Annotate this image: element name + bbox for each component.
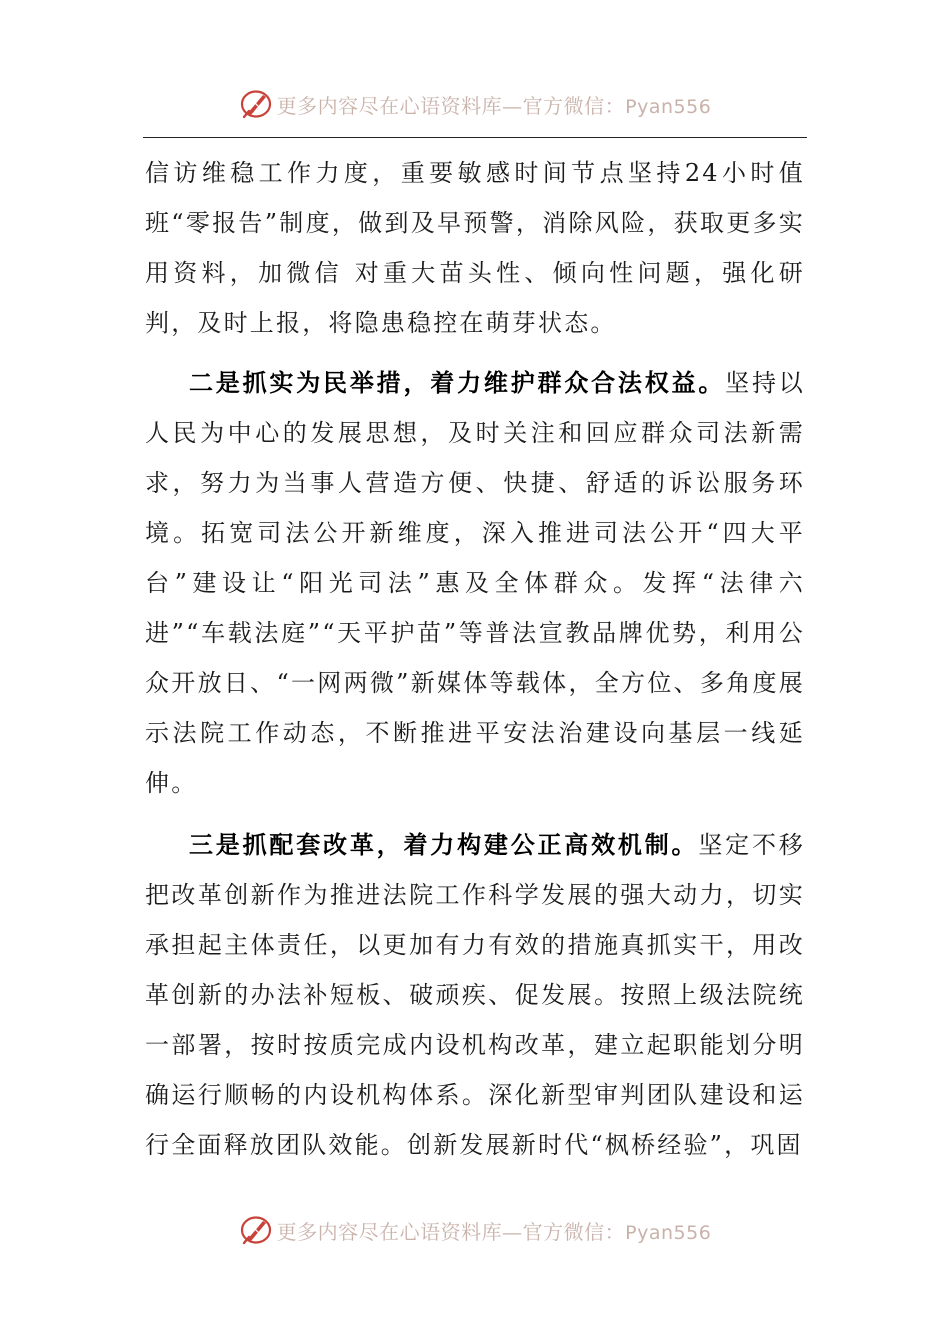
paragraph-3-text: 坚定不移把改革创新作为推进法院工作科学发展的强大动力，切实承担起主体责任，以更加有力有效的措施真抓实干，用改革创新的办法补短板、破顽疾、促发展。按照上级法院统一部署，按时按质完成内设机构改革，建立起职能划分明确运行顺畅的内设机构体系。深化新型审判团队建设和运行全面释放团队效能。创新发展新时代“枫桥经验”，巩固 bbox=[145, 831, 805, 1159]
header-banner-text bbox=[277, 90, 712, 119]
quill-pen-logo-icon bbox=[239, 1213, 273, 1247]
footer-banner bbox=[0, 1210, 950, 1250]
header-banner-label: 更多内容尽在心语资料库—官方微信： bbox=[276, 93, 626, 118]
footer-banner-text bbox=[277, 1216, 712, 1245]
header-banner bbox=[0, 84, 950, 124]
paragraph-1: 信访维稳工作力度，重要敏感时间节点坚持24小时值班“零报告”制度，做到及早预警，消除风险，获取更多实用资料，加微信 对重大苗头性、倾向性问题，强化研判，及时上报，将隐患稳控在萌芽状态。 bbox=[145, 159, 805, 337]
footer-wechat-id: Pyan556 bbox=[625, 1221, 712, 1244]
footer-banner-label: 更多内容尽在心语资料库—官方微信： bbox=[276, 1219, 626, 1244]
paragraph-3 bbox=[145, 820, 805, 1170]
paragraph-2-heading: 二是抓实为民举措，着力维护群众合法权益。 bbox=[189, 368, 726, 397]
document-body bbox=[145, 148, 805, 1170]
paragraph-3-heading: 三是抓配套改革，着力构建公正高效机制。 bbox=[189, 830, 699, 859]
paragraph-2 bbox=[145, 358, 805, 808]
quill-pen-logo-icon bbox=[239, 87, 273, 121]
paragraph-2-text: 坚持以人民为中心的发展思想，及时关注和回应群众司法新需求，努力为当事人营造方便、快捷、舒适的诉讼服务环境。拓宽司法公开新维度，深入推进司法公开“四大平台”建设让“阳光司法”惠及全体群众。发挥“法律六进”“车载法庭”“天平护苗”等普法宣教品牌优势，利用公众开放日、“一网两微”新媒体等载体，全方位、多角度展示法院工作动态，不断推进平安法治建设向基层一线延伸。 bbox=[145, 369, 805, 797]
header-divider bbox=[143, 137, 807, 138]
header-wechat-id: Pyan556 bbox=[625, 95, 712, 118]
